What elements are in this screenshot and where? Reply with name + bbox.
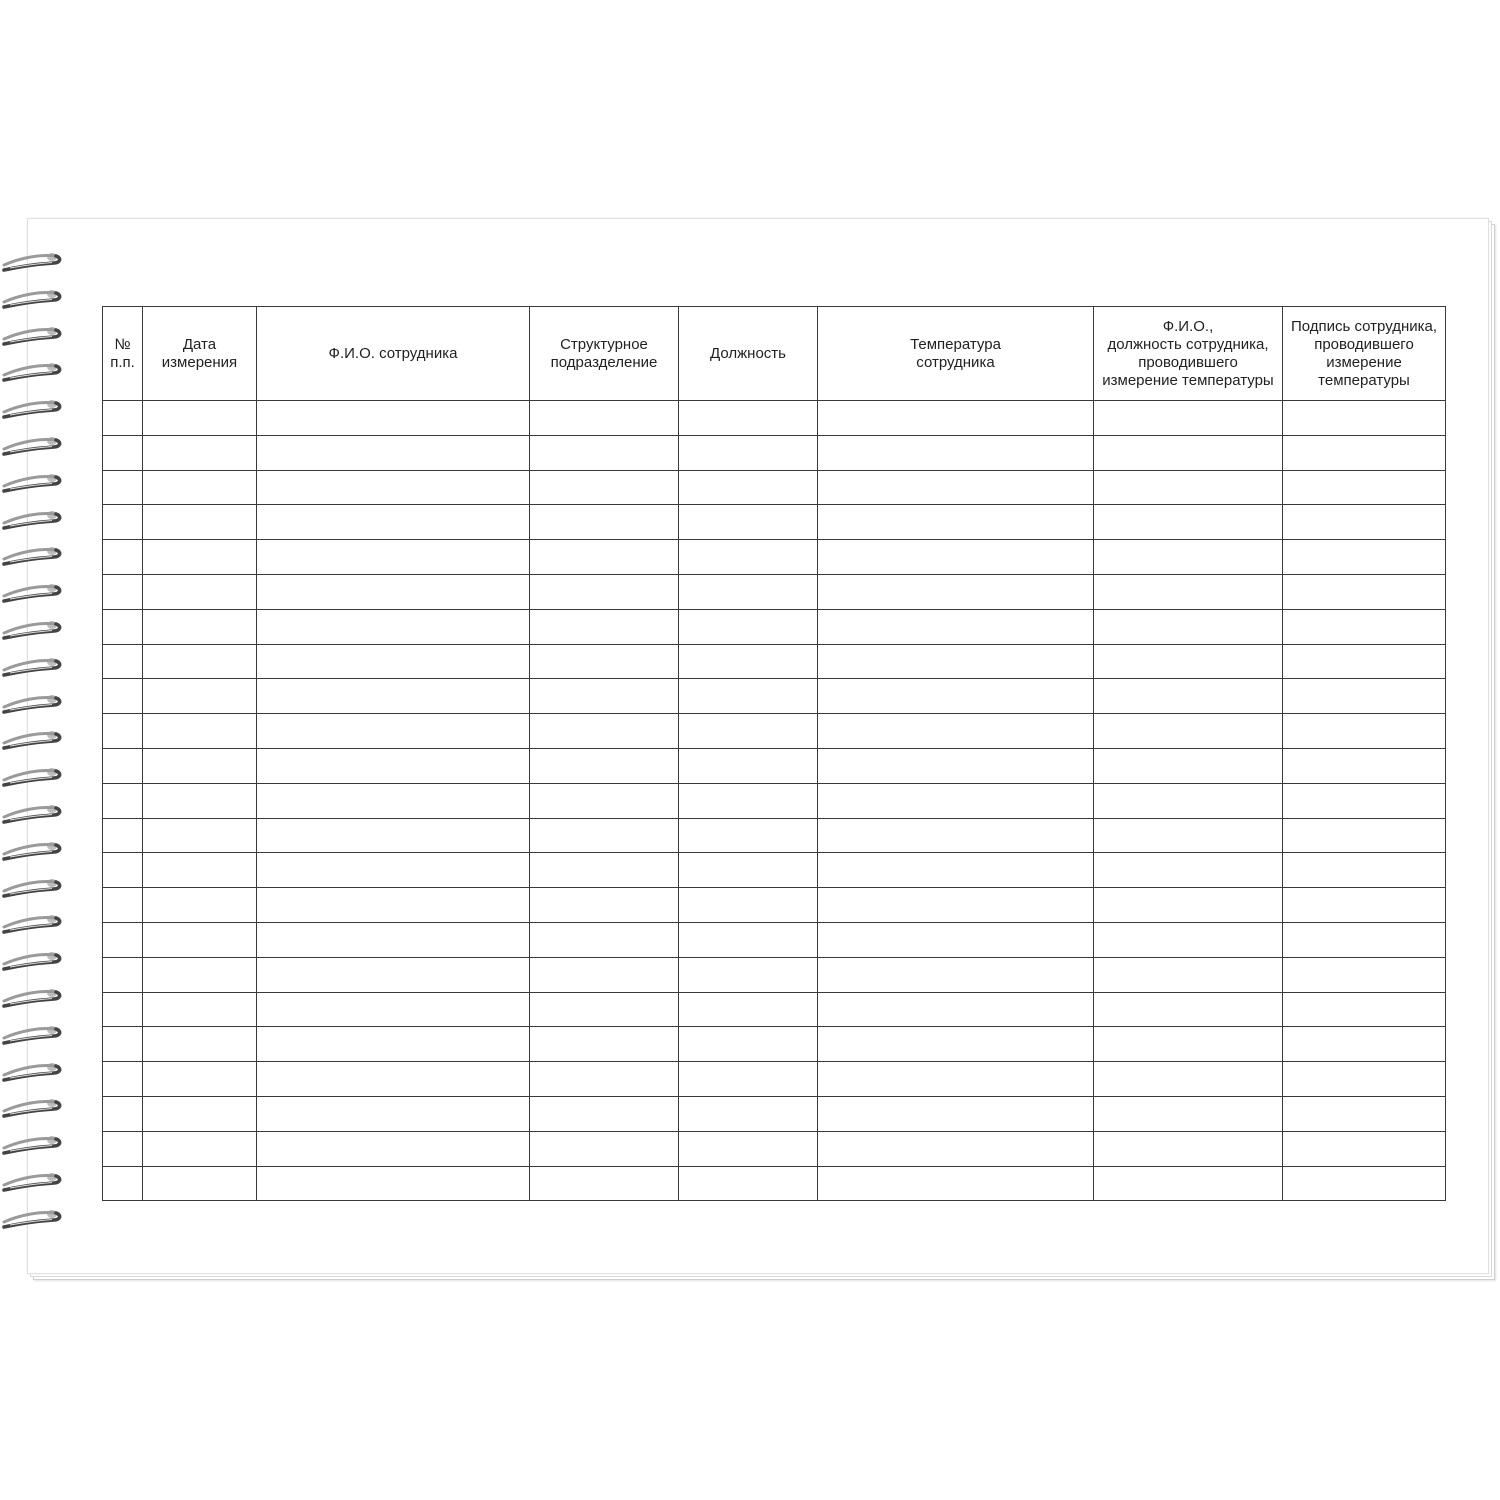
table-cell <box>1283 922 1446 957</box>
table-cell <box>679 1062 818 1097</box>
spiral-ring-icon <box>0 947 64 973</box>
table-cell <box>818 1096 1094 1131</box>
table-row <box>103 1096 1446 1131</box>
table-cell <box>679 957 818 992</box>
table-row <box>103 401 1446 436</box>
table-cell <box>143 679 257 714</box>
table-cell <box>257 1166 530 1201</box>
table-row <box>103 435 1446 470</box>
table-row <box>103 644 1446 679</box>
table-cell <box>530 609 679 644</box>
table-cell <box>530 992 679 1027</box>
table-cell <box>530 957 679 992</box>
spiral-ring-icon <box>0 874 64 900</box>
table-cell <box>530 888 679 923</box>
spiral-binding-icon <box>0 248 66 1248</box>
table-row <box>103 1131 1446 1166</box>
column-header-position: Должность <box>679 307 818 401</box>
spiral-ring-icon <box>0 690 64 716</box>
table-cell <box>818 818 1094 853</box>
table-cell <box>1283 609 1446 644</box>
table-cell <box>818 679 1094 714</box>
table-cell <box>679 644 818 679</box>
table-cell <box>1283 540 1446 575</box>
table-cell <box>530 714 679 749</box>
table-row <box>103 888 1446 923</box>
table-cell <box>143 888 257 923</box>
table-header-row <box>103 307 1446 401</box>
table-cell <box>818 574 1094 609</box>
table-cell <box>103 783 143 818</box>
table-cell <box>1283 1027 1446 1062</box>
table-cell <box>818 540 1094 575</box>
table-row <box>103 470 1446 505</box>
table-cell <box>257 574 530 609</box>
table-cell <box>103 818 143 853</box>
table-cell <box>1283 992 1446 1027</box>
table-cell <box>257 783 530 818</box>
table-cell <box>818 1166 1094 1201</box>
column-header-signature: Подпись сотрудника, проводившего измерение температуры <box>1283 307 1446 401</box>
table-cell <box>1094 818 1283 853</box>
table-cell <box>679 888 818 923</box>
table-cell <box>530 1131 679 1166</box>
spiral-ring-icon <box>0 322 64 348</box>
table-cell <box>257 853 530 888</box>
table-cell <box>530 783 679 818</box>
table-row <box>103 1027 1446 1062</box>
table-cell <box>1283 1131 1446 1166</box>
table-cell <box>679 401 818 436</box>
spiral-ring-icon <box>0 616 64 642</box>
table-cell <box>143 957 257 992</box>
table-cell <box>679 992 818 1027</box>
table-cell <box>530 644 679 679</box>
spiral-ring-icon <box>0 1021 64 1047</box>
table-cell <box>530 401 679 436</box>
table-row <box>103 748 1446 783</box>
table-cell <box>679 435 818 470</box>
table-cell <box>143 435 257 470</box>
table-cell <box>143 818 257 853</box>
table-cell <box>143 783 257 818</box>
table-cell <box>103 992 143 1027</box>
table-row <box>103 1062 1446 1097</box>
table-cell <box>1094 609 1283 644</box>
table-cell <box>1283 1096 1446 1131</box>
table-cell <box>1283 505 1446 540</box>
table-cell <box>103 1096 143 1131</box>
spiral-ring-icon <box>0 285 64 311</box>
table-cell <box>257 957 530 992</box>
spiral-ring-icon <box>0 358 64 384</box>
table-cell <box>818 957 1094 992</box>
table-cell <box>143 505 257 540</box>
table-cell <box>1283 888 1446 923</box>
spiral-ring-icon <box>0 395 64 421</box>
table-cell <box>679 574 818 609</box>
table-cell <box>679 714 818 749</box>
table-cell <box>143 1131 257 1166</box>
table-cell <box>257 748 530 783</box>
table-cell <box>530 853 679 888</box>
table-row <box>103 818 1446 853</box>
temperature-log-table <box>102 306 1446 1201</box>
table-cell <box>530 1166 679 1201</box>
table-cell <box>1283 679 1446 714</box>
table-cell <box>1094 1096 1283 1131</box>
table-row <box>103 1166 1446 1201</box>
table-cell <box>103 574 143 609</box>
table-cell <box>1283 1166 1446 1201</box>
spiral-ring-icon <box>0 1205 64 1231</box>
table-cell <box>103 505 143 540</box>
table-cell <box>1094 957 1283 992</box>
table-cell <box>143 922 257 957</box>
table-cell <box>1283 574 1446 609</box>
spiral-ring-icon <box>0 1168 64 1194</box>
table-cell <box>257 922 530 957</box>
table-cell <box>530 818 679 853</box>
table-cell <box>103 435 143 470</box>
table-row <box>103 540 1446 575</box>
table-row <box>103 574 1446 609</box>
table-cell <box>530 922 679 957</box>
table-cell <box>530 748 679 783</box>
table-row <box>103 714 1446 749</box>
column-header-number: № п.п. <box>103 307 143 401</box>
table-cell <box>143 609 257 644</box>
table-cell <box>679 748 818 783</box>
table-cell <box>818 992 1094 1027</box>
table-cell <box>1094 888 1283 923</box>
table-cell <box>103 644 143 679</box>
table-cell <box>103 1131 143 1166</box>
table-cell <box>143 1062 257 1097</box>
table-cell <box>1094 853 1283 888</box>
table-cell <box>103 748 143 783</box>
table-cell <box>1283 714 1446 749</box>
spiral-ring-icon <box>0 910 64 936</box>
table-cell <box>257 1131 530 1166</box>
table-cell <box>1094 644 1283 679</box>
table-cell <box>103 1062 143 1097</box>
table-cell <box>530 540 679 575</box>
spiral-ring-icon <box>0 837 64 863</box>
column-header-temperature: Температура сотрудника <box>818 307 1094 401</box>
table-row <box>103 609 1446 644</box>
spiral-ring-icon <box>0 763 64 789</box>
table-cell <box>257 1096 530 1131</box>
table-cell <box>818 748 1094 783</box>
table-cell <box>1283 783 1446 818</box>
table-cell <box>1094 1027 1283 1062</box>
table-cell <box>1094 748 1283 783</box>
table-cell <box>679 1027 818 1062</box>
table-cell <box>143 470 257 505</box>
table-cell <box>257 679 530 714</box>
table-cell <box>530 1096 679 1131</box>
table-cell <box>818 922 1094 957</box>
table-cell <box>103 609 143 644</box>
table-cell <box>530 1062 679 1097</box>
table-cell <box>257 470 530 505</box>
column-header-date: Дата измерения <box>143 307 257 401</box>
spiral-ring-icon <box>0 248 64 274</box>
table-cell <box>818 783 1094 818</box>
table-row <box>103 922 1446 957</box>
table-cell <box>103 853 143 888</box>
table-cell <box>679 1166 818 1201</box>
table-cell <box>679 818 818 853</box>
table-cell <box>1283 853 1446 888</box>
table-row <box>103 853 1446 888</box>
spiral-ring-icon <box>0 579 64 605</box>
column-header-measurer: Ф.И.О., должность сотрудника, проводившего измерение температуры <box>1094 307 1283 401</box>
table-cell <box>679 1131 818 1166</box>
table-cell <box>679 679 818 714</box>
table-cell <box>143 574 257 609</box>
table-cell <box>143 401 257 436</box>
spiral-ring-icon <box>0 1058 64 1084</box>
table-cell <box>143 1096 257 1131</box>
table-cell <box>1283 748 1446 783</box>
table-cell <box>1094 1166 1283 1201</box>
table-cell <box>1283 644 1446 679</box>
table-cell <box>1094 505 1283 540</box>
table-cell <box>679 783 818 818</box>
table-cell <box>143 540 257 575</box>
table-cell <box>679 853 818 888</box>
table-cell <box>818 1062 1094 1097</box>
table-cell <box>257 992 530 1027</box>
table-cell <box>818 644 1094 679</box>
table-cell <box>530 1027 679 1062</box>
table-cell <box>257 401 530 436</box>
spiral-ring-icon <box>0 653 64 679</box>
table-cell <box>679 540 818 575</box>
table-cell <box>818 1027 1094 1062</box>
table-cell <box>103 1166 143 1201</box>
table-cell <box>143 644 257 679</box>
table-cell <box>818 470 1094 505</box>
table-cell <box>1094 1131 1283 1166</box>
spiral-ring-icon <box>0 726 64 752</box>
spiral-ring-icon <box>0 506 64 532</box>
table-cell <box>818 888 1094 923</box>
table-cell <box>1094 922 1283 957</box>
table-cell <box>103 957 143 992</box>
table-cell <box>257 714 530 749</box>
table-cell <box>143 1027 257 1062</box>
table-cell <box>818 1131 1094 1166</box>
table-cell <box>103 922 143 957</box>
table-cell <box>1283 470 1446 505</box>
spiral-ring-icon <box>0 984 64 1010</box>
table-cell <box>818 609 1094 644</box>
table-cell <box>1094 435 1283 470</box>
table-cell <box>530 679 679 714</box>
table-cell <box>1283 957 1446 992</box>
table-cell <box>530 435 679 470</box>
table-cell <box>679 505 818 540</box>
table-cell <box>530 470 679 505</box>
table-cell <box>257 540 530 575</box>
table-cell <box>1094 992 1283 1027</box>
table-cell <box>818 401 1094 436</box>
table-cell <box>818 853 1094 888</box>
table-cell <box>143 992 257 1027</box>
table-cell <box>143 1166 257 1201</box>
table-cell <box>257 609 530 644</box>
table-cell <box>1094 574 1283 609</box>
table-cell <box>257 1027 530 1062</box>
table-cell <box>679 609 818 644</box>
column-header-employee-name: Ф.И.О. сотрудника <box>257 307 530 401</box>
table-cell <box>257 644 530 679</box>
table-cell <box>143 714 257 749</box>
table-cell <box>1094 714 1283 749</box>
table-cell <box>818 714 1094 749</box>
table-row <box>103 505 1446 540</box>
table-cell <box>257 888 530 923</box>
table-cell <box>257 435 530 470</box>
table-cell <box>1094 783 1283 818</box>
spiral-ring-icon <box>0 1131 64 1157</box>
table-cell <box>103 888 143 923</box>
table-cell <box>143 748 257 783</box>
table-cell <box>1283 818 1446 853</box>
table-cell <box>1094 470 1283 505</box>
spiral-ring-icon <box>0 469 64 495</box>
table-cell <box>818 435 1094 470</box>
table-cell <box>1283 1062 1446 1097</box>
table-cell <box>1094 679 1283 714</box>
table-cell <box>530 574 679 609</box>
table-cell <box>103 1027 143 1062</box>
table-cell <box>818 505 1094 540</box>
table-row <box>103 992 1446 1027</box>
spiral-ring-icon <box>0 432 64 458</box>
table-cell <box>530 505 679 540</box>
table-row <box>103 679 1446 714</box>
spiral-ring-icon <box>0 800 64 826</box>
table-cell <box>1094 1062 1283 1097</box>
table-cell <box>679 470 818 505</box>
table-row <box>103 783 1446 818</box>
spiral-ring-icon <box>0 542 64 568</box>
table-cell <box>103 470 143 505</box>
table-cell <box>103 540 143 575</box>
table-cell <box>1283 401 1446 436</box>
table-cell <box>1283 435 1446 470</box>
table-cell <box>257 505 530 540</box>
spiral-ring-icon <box>0 1094 64 1120</box>
table-cell <box>1094 401 1283 436</box>
column-header-department: Структурное подразделение <box>530 307 679 401</box>
table-cell <box>679 1096 818 1131</box>
table-cell <box>143 853 257 888</box>
table-cell <box>103 401 143 436</box>
table-cell <box>103 714 143 749</box>
table-cell <box>103 679 143 714</box>
table-cell <box>257 1062 530 1097</box>
table-cell <box>1094 540 1283 575</box>
table-cell <box>679 922 818 957</box>
table-body <box>103 401 1446 1201</box>
table-row <box>103 957 1446 992</box>
table-cell <box>257 818 530 853</box>
